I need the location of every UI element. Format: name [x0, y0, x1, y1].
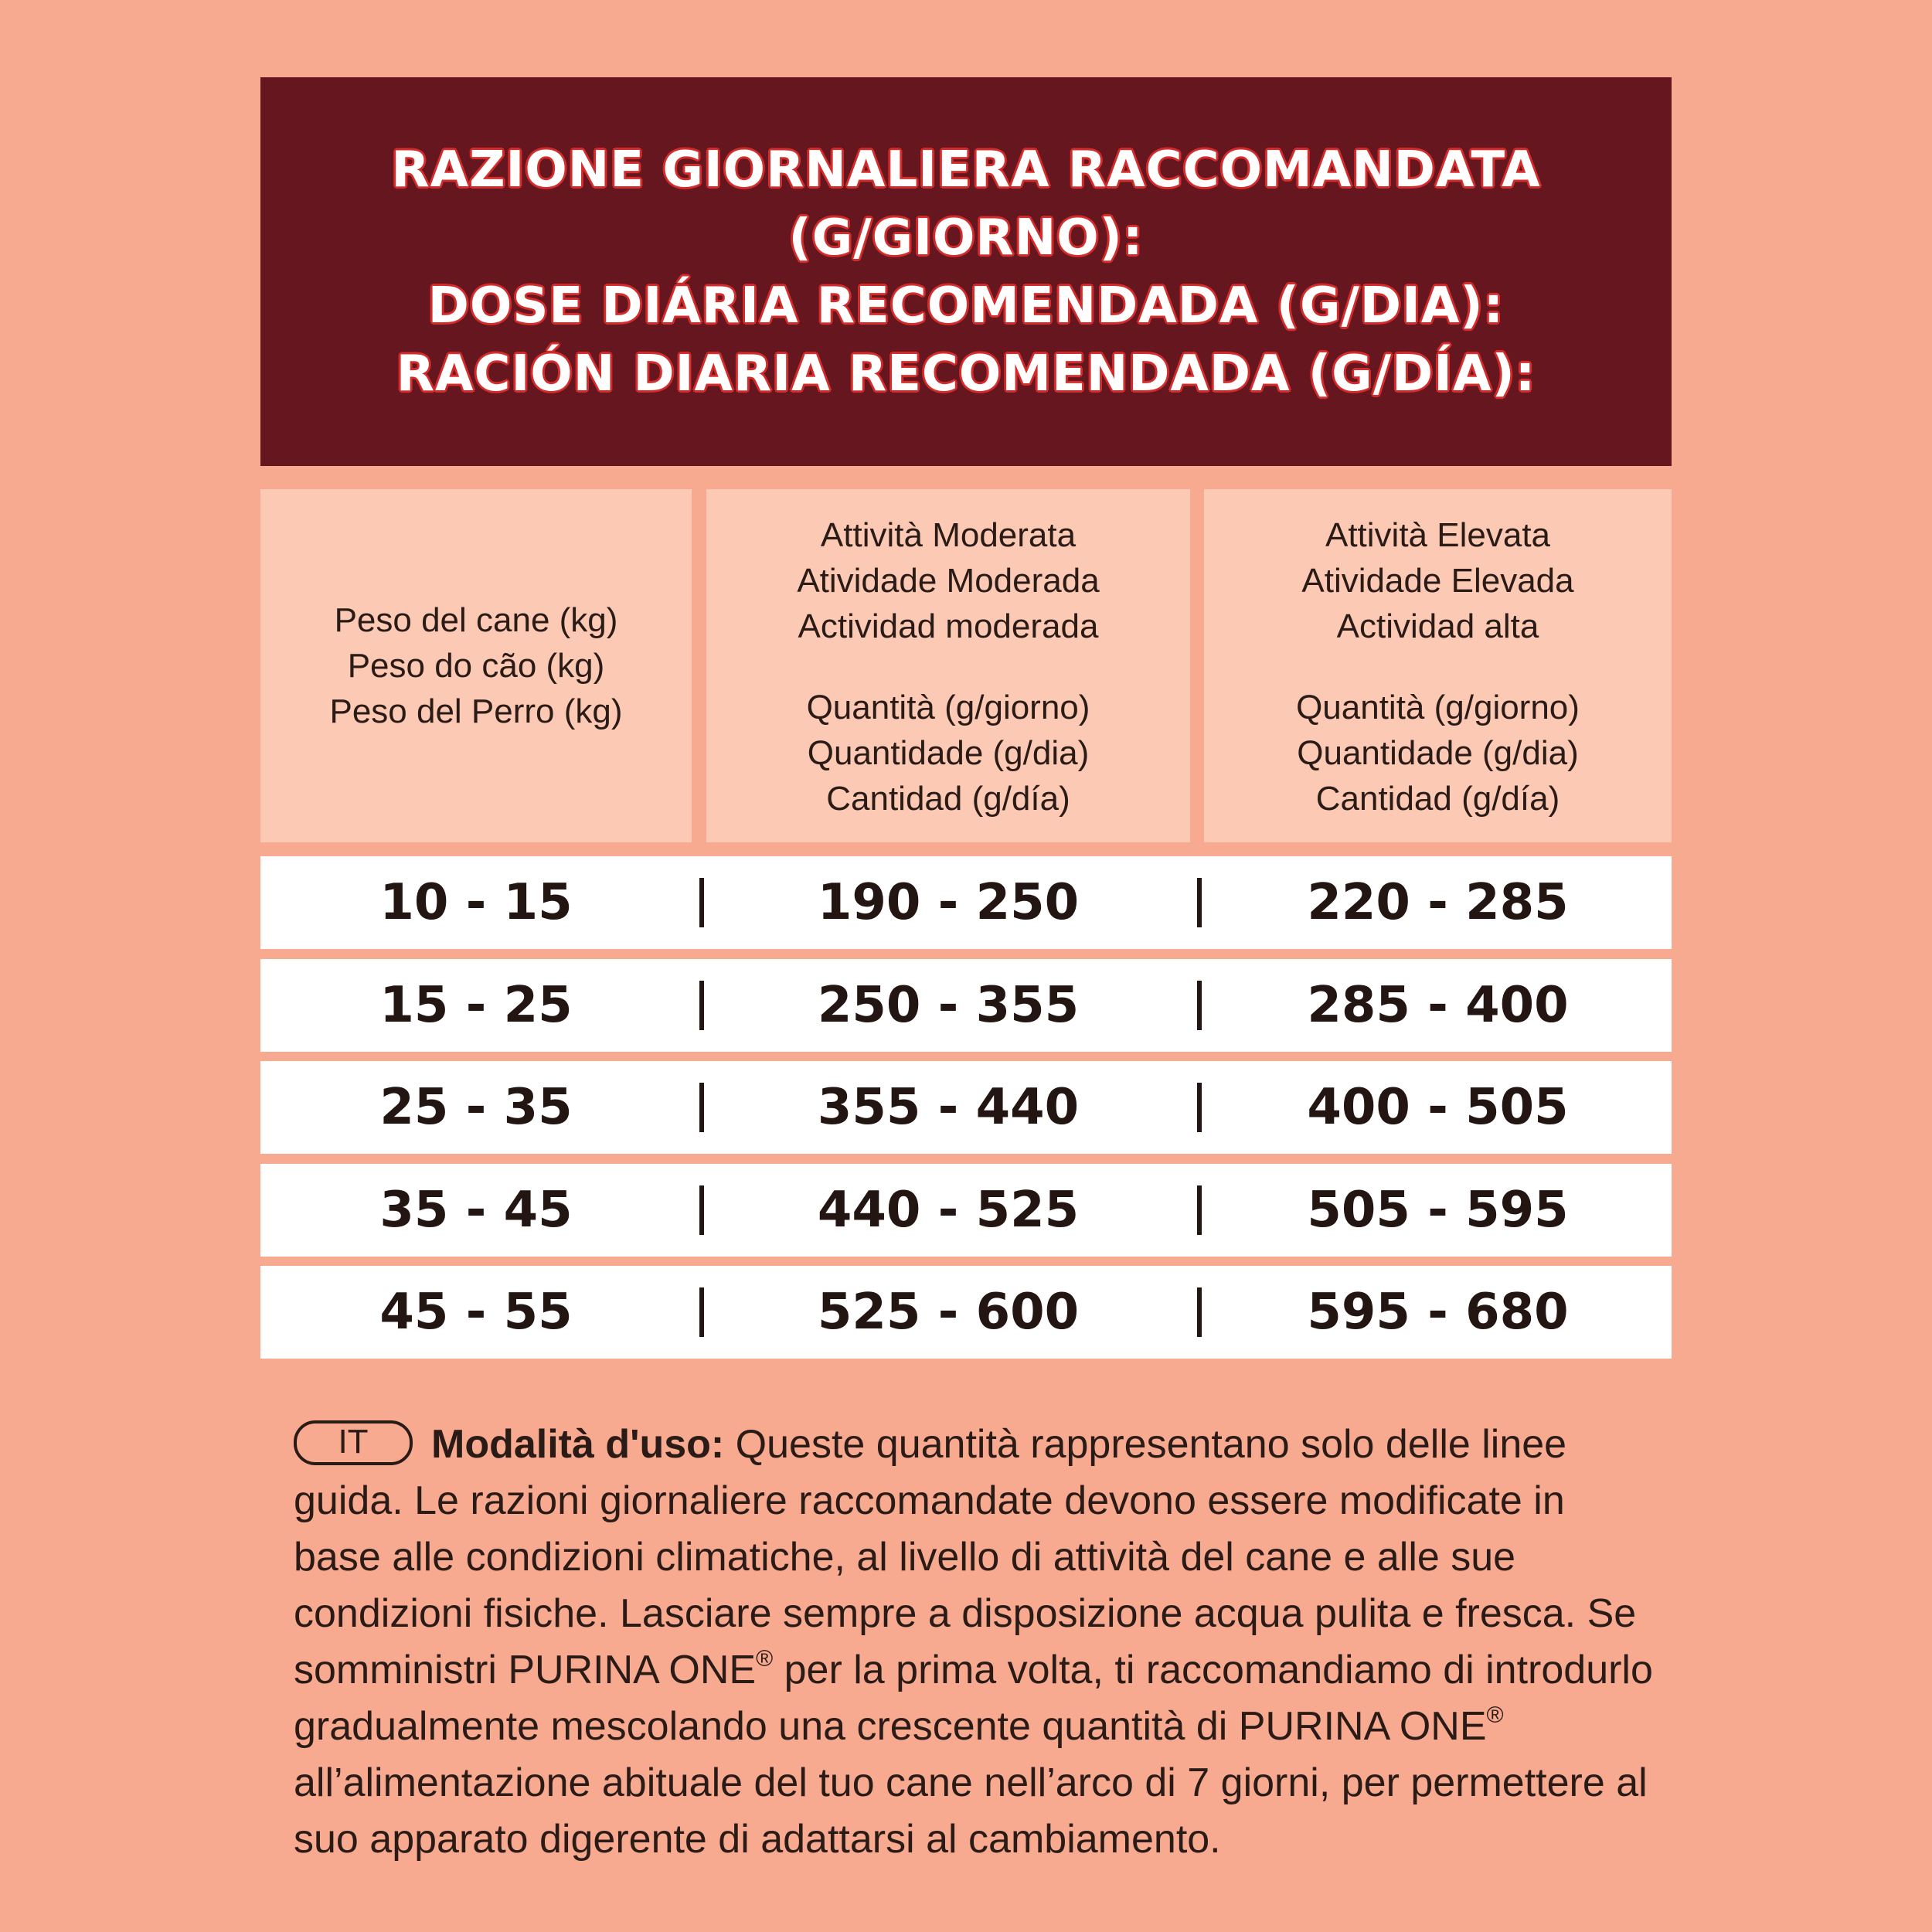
column-divider: [1197, 1185, 1202, 1235]
title-line-it-1: RAZIONE GIORNALIERA RACCOMANDATA: [391, 141, 1541, 199]
column-divider: [1197, 981, 1202, 1030]
column-divider: [1197, 878, 1202, 927]
header-text: Atividade Elevada: [1301, 562, 1574, 600]
high-amount-cell: 285 - 400: [1307, 977, 1569, 1034]
high-amount-cell: 220 - 285: [1307, 874, 1569, 931]
column-divider: [1197, 1287, 1202, 1337]
instructions-text: Queste quantità rappresentano solo delle linee guida. Le razioni giornaliere raccomandate devono essere modificate in base alle condizioni climatiche, al livello di attività del cane e alle sue condizioni fisiche. Lasciare sempre a disposizione acqua pulita e fresca. Se somministri PURINA ONE: [294, 1422, 1637, 1692]
language-badge-it: IT: [294, 1420, 413, 1465]
header-text: Quantità (g/giorno): [1296, 689, 1580, 726]
instructions-title: Modalità d'uso:: [431, 1422, 725, 1467]
header-text: Peso del Perro (kg): [329, 692, 623, 730]
column-divider: [1197, 1083, 1202, 1132]
column-header-moderate-activity: [706, 489, 1190, 842]
table-row: [260, 1061, 1672, 1154]
header-text: Quantidade (g/dia): [1297, 734, 1579, 772]
title-line-es: RACIÓN DIARIA RECOMENDADA (G/DÍA):: [396, 345, 1536, 403]
header-text: Quantità (g/giorno): [806, 689, 1090, 726]
moderate-amount-cell: 190 - 250: [817, 874, 1080, 931]
header-text: Actividad moderada: [798, 607, 1099, 645]
weight-cell: 25 - 35: [379, 1079, 573, 1136]
registered-mark: ®: [756, 1646, 774, 1672]
registered-mark: ®: [1486, 1702, 1504, 1728]
header-text: Cantidad (g/día): [826, 780, 1070, 818]
moderate-amount-cell: 440 - 525: [817, 1182, 1080, 1239]
header-text: Attività Elevata: [1325, 516, 1551, 554]
weight-cell: 45 - 55: [379, 1284, 573, 1341]
table-row: [260, 1164, 1672, 1257]
moderate-amount-cell: 250 - 355: [817, 977, 1080, 1034]
instructions-text: per la prima volta, ti raccomandiamo di introdurlo gradualmente mescolando una crescente quantità di PURINA ONE: [294, 1648, 1653, 1749]
header-text: Peso do cão (kg): [347, 647, 605, 685]
header-text: Actividad alta: [1336, 607, 1539, 645]
column-divider: [699, 1185, 704, 1235]
table-row: [260, 1266, 1672, 1359]
high-amount-cell: 505 - 595: [1307, 1182, 1569, 1239]
column-divider: [699, 1287, 704, 1337]
table-row: [260, 959, 1672, 1052]
column-divider: [699, 878, 704, 927]
weight-cell: 15 - 25: [379, 977, 573, 1034]
header-text: Atividade Moderada: [797, 562, 1100, 600]
title-line-pt: DOSE DIÁRIA RECOMENDADA (G/DIA):: [427, 277, 1505, 335]
high-amount-cell: 400 - 505: [1307, 1079, 1569, 1136]
moderate-amount-cell: 525 - 600: [817, 1284, 1080, 1341]
column-divider: [699, 981, 704, 1030]
header-text: Cantidad (g/día): [1315, 780, 1560, 818]
title-banner: [260, 77, 1672, 466]
instructions-text: all’alimentazione abituale del tuo cane nell’arco di 7 giorni, per permettere al suo apparato digerente di adattarsi al cambiamento.: [294, 1760, 1648, 1862]
header-text: Quantidade (g/dia): [807, 734, 1090, 772]
column-divider: [699, 1083, 704, 1132]
weight-cell: 35 - 45: [379, 1182, 573, 1239]
header-text: Attività Moderata: [820, 516, 1077, 554]
title-line-it-2: (G/GIORNO):: [788, 209, 1144, 267]
column-header-weight: [260, 489, 692, 842]
weight-cell: 10 - 15: [379, 874, 573, 931]
usage-instructions: [294, 1417, 1654, 1868]
header-text: Peso del cane (kg): [334, 601, 618, 639]
column-header-high-activity: [1204, 489, 1672, 842]
high-amount-cell: 595 - 680: [1307, 1284, 1569, 1341]
table-row: [260, 856, 1672, 949]
moderate-amount-cell: 355 - 440: [817, 1079, 1080, 1136]
